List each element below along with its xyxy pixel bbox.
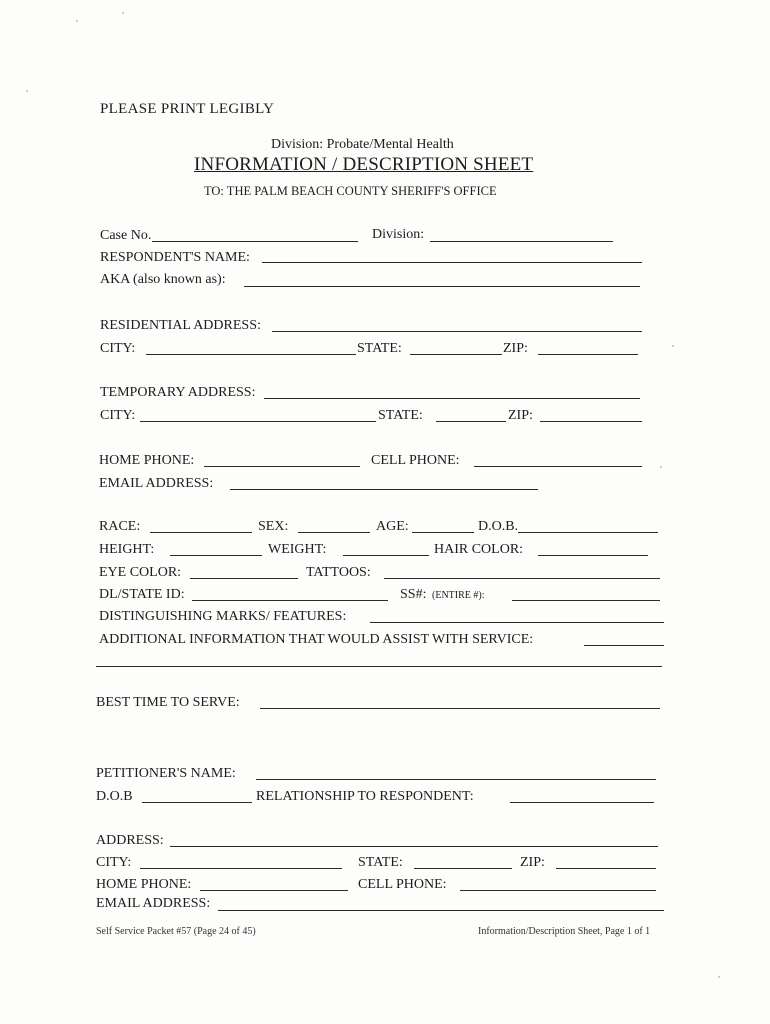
dob-label: D.O.B. — [478, 519, 519, 534]
race-label: RACE: — [99, 519, 141, 534]
cell-phone-label: CELL PHONE: — [371, 453, 460, 468]
best-time-label: BEST TIME TO SERVE: — [96, 695, 240, 710]
weight-field[interactable] — [343, 555, 429, 556]
petitioner-city-field[interactable] — [140, 868, 342, 869]
additional-info-field-line-2[interactable] — [96, 666, 662, 667]
petitioner-state-field[interactable] — [414, 868, 512, 869]
age-label: AGE: — [376, 519, 409, 534]
dl-state-id-label: DL/STATE ID: — [99, 587, 185, 602]
tattoos-field[interactable] — [384, 578, 660, 579]
ssn-field[interactable] — [512, 600, 660, 601]
footer-packet-reference: Self Service Packet #57 (Page 24 of 45) — [96, 926, 256, 937]
residential-city-field[interactable] — [146, 354, 356, 355]
distinguishing-marks-label: DISTINGUISHING MARKS/ FEATURES: — [99, 609, 347, 624]
sex-field[interactable] — [298, 532, 370, 533]
residential-city-label: CITY: — [100, 341, 136, 356]
petitioner-city-label: CITY: — [96, 855, 132, 870]
print-legibly-notice: PLEASE PRINT LEGIBLY — [100, 101, 275, 117]
division-heading: Division: Probate/Mental Health — [271, 137, 454, 152]
case-no-field[interactable] — [152, 241, 358, 242]
ssn-note: (ENTIRE #): — [432, 590, 485, 601]
petitioner-address-label: ADDRESS: — [96, 833, 164, 848]
page-title: INFORMATION / DESCRIPTION SHEET — [194, 154, 534, 175]
petitioner-email-label: EMAIL ADDRESS: — [96, 896, 211, 911]
residential-state-label: STATE: — [357, 341, 402, 356]
respondent-name-label: RESPONDENT'S NAME: — [100, 250, 250, 265]
petitioner-name-field[interactable] — [256, 779, 656, 780]
ssn-label: SS#: — [400, 587, 427, 602]
height-label: HEIGHT: — [99, 542, 155, 557]
petitioner-dob-label: D.O.B — [96, 789, 133, 804]
temporary-address-field[interactable] — [264, 398, 640, 399]
recipient-line: TO: THE PALM BEACH COUNTY SHERIFF'S OFFICE — [204, 184, 497, 198]
relationship-label: RELATIONSHIP TO RESPONDENT: — [256, 789, 474, 804]
distinguishing-marks-field[interactable] — [370, 622, 664, 623]
petitioner-zip-field[interactable] — [556, 868, 656, 869]
aka-label: AKA (also known as): — [100, 272, 226, 287]
temporary-zip-field[interactable] — [540, 421, 642, 422]
petitioner-name-label: PETITIONER'S NAME: — [96, 766, 236, 781]
petitioner-home-phone-field[interactable] — [200, 890, 348, 891]
height-field[interactable] — [170, 555, 262, 556]
scan-speck — [26, 90, 28, 92]
eye-color-field[interactable] — [190, 578, 298, 579]
relationship-field[interactable] — [510, 802, 654, 803]
additional-info-field[interactable] — [584, 645, 664, 646]
sex-label: SEX: — [258, 519, 289, 534]
temporary-zip-label: ZIP: — [508, 408, 533, 423]
temporary-state-field[interactable] — [436, 421, 506, 422]
residential-zip-field[interactable] — [538, 354, 638, 355]
petitioner-dob-field[interactable] — [142, 802, 252, 803]
email-address-label: EMAIL ADDRESS: — [99, 476, 214, 491]
scan-speck — [672, 345, 674, 347]
petitioner-email-field[interactable] — [218, 910, 664, 911]
home-phone-label: HOME PHONE: — [99, 453, 195, 468]
additional-info-label: ADDITIONAL INFORMATION THAT WOULD ASSIST WITH SERVICE: — [99, 632, 534, 647]
scan-speck — [718, 976, 720, 978]
tattoos-label: TATTOOS: — [306, 565, 371, 580]
aka-field[interactable] — [244, 286, 640, 287]
division-label: Division: — [372, 227, 425, 242]
petitioner-zip-label: ZIP: — [520, 855, 545, 870]
case-no-label: Case No. — [100, 228, 152, 243]
weight-label: WEIGHT: — [268, 542, 327, 557]
dob-field[interactable] — [518, 532, 658, 533]
eye-color-label: EYE COLOR: — [99, 565, 182, 580]
petitioner-cell-phone-field[interactable] — [460, 890, 656, 891]
residential-address-label: RESIDENTIAL ADDRESS: — [100, 318, 261, 333]
dl-state-id-field[interactable] — [192, 600, 388, 601]
residential-zip-label: ZIP: — [503, 341, 528, 356]
scan-speck — [76, 20, 78, 22]
residential-state-field[interactable] — [410, 354, 502, 355]
petitioner-cell-phone-label: CELL PHONE: — [358, 877, 447, 892]
petitioner-address-field[interactable] — [170, 846, 658, 847]
cell-phone-field[interactable] — [474, 466, 642, 467]
hair-color-field[interactable] — [538, 555, 648, 556]
email-address-field[interactable] — [230, 489, 538, 490]
scan-speck — [122, 12, 124, 14]
temporary-address-label: TEMPORARY ADDRESS: — [100, 385, 256, 400]
best-time-field[interactable] — [260, 708, 660, 709]
footer-page-reference: Information/Description Sheet, Page 1 of 1 — [478, 926, 651, 937]
hair-color-label: HAIR COLOR: — [434, 542, 524, 557]
petitioner-state-label: STATE: — [358, 855, 403, 870]
residential-address-field[interactable] — [272, 331, 642, 332]
temporary-state-label: STATE: — [378, 408, 423, 423]
race-field[interactable] — [150, 532, 252, 533]
temporary-city-label: CITY: — [100, 408, 136, 423]
division-field[interactable] — [430, 241, 613, 242]
temporary-city-field[interactable] — [140, 421, 376, 422]
scan-speck — [660, 466, 662, 468]
home-phone-field[interactable] — [204, 466, 360, 467]
age-field[interactable] — [412, 532, 474, 533]
petitioner-home-phone-label: HOME PHONE: — [96, 877, 192, 892]
respondent-name-field[interactable] — [262, 262, 642, 263]
